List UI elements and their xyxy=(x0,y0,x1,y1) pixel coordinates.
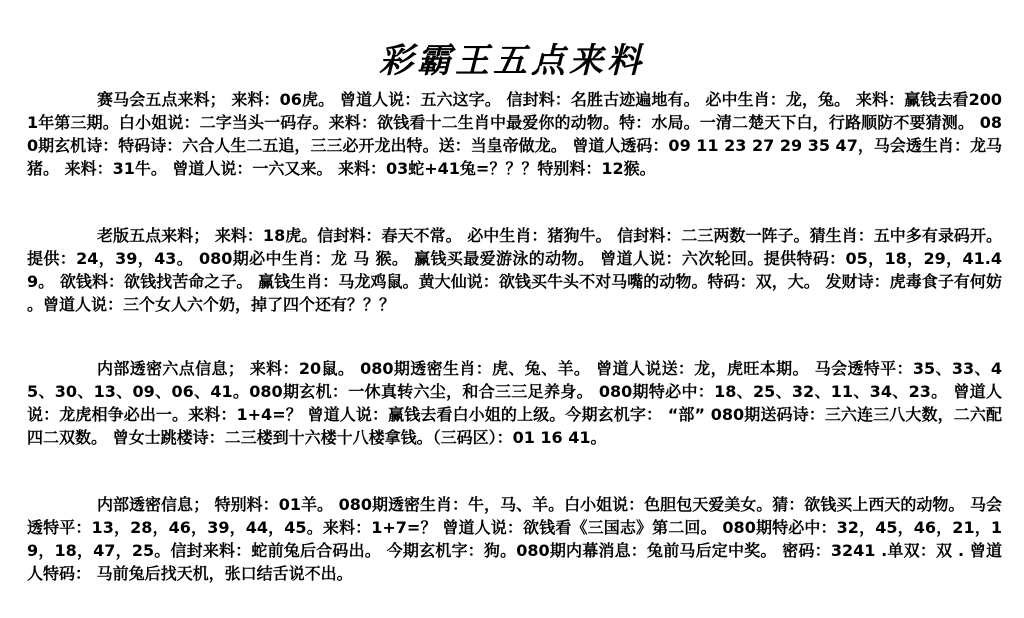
paragraph-internal-six-tips: 内部透密六点信息； 来料：20鼠。 080期透密生肖：虎、兔、羊。 曾道人说送：龙，虎旺本期。 马会透特平：35、33、45、30、13、09、06、41。080期玄机：一休真转六尘，和合三三足养身。 080期特必中：18、25、32、11、34、23。 曾道人说：龙虎相争必出一。来料：1+4=？ 曾道人说：赢钱去看白小姐的上级。今期玄机字： “部” 080期送码诗：三六连三八大数，二六配四二双数。 曾女士跳楼诗：二三楼到十六楼十八楼拿钱。（三码区）：01 16 41。 xyxy=(27,359,1002,447)
paragraph-saimahui-five-tips: 赛马会五点来料； 来料：06虎。 曾道人说：五六这字。 信封料：名胜古迹遍地有。 必中生肖：龙，兔。 来料：赢钱去看2001年第三期。白小姐说：二字当头一码存。来料：欲钱看十二生肖中最爱你的动物。特：水局。一清二楚天下白，行路顺防不要猜测。 080期玄机诗：特码诗：六合人生二五追，三三必开龙出特。送：当皇帝做龙。 曾道人透码：09 11 23 27 29 35 47，马会透生肖：龙马猪。 来料：31牛。 曾道人说：一六又来。 来料：03蛇+41兔=？？？特别料：12猴。 xyxy=(27,90,1002,178)
paragraph-internal-info: 内部透密信息； 特别料：01羊。 080期透密生肖：牛，马、羊。白小姐说：色胆包天爱美女。猜：欲钱买上西天的动物。 马会透特平：13，28，46，39，44，45。来料：1+7=？ 曾道人说：欲钱看《三国志》第二回。 080期特必中：32，45，46，21，19，18，47，25。信封来料：蛇前兔后合码出。 今期玄机字：狗。080期内幕消息：兔前马后定中奖。 密码：3241 .单双：双 . 曾道人特码： 马前兔后找天机，张口结舌说不出。 xyxy=(27,495,1002,583)
paragraph-old-edition-tips: 老版五点来料； 来料：18虎。信封料：春天不常。 必中生肖：猪狗牛。 信封料：二三两数一阵子。猜生肖：五中多有录码开。 提供：24，39，43。 080期必中生肖：龙 马 猴。 赢钱买最爱游泳的动物。 曾道人说：六次轮回。提供特码：05，18，29，41.49。 欲钱料：欲钱找苦命之子。 赢钱生肖：马龙鸡鼠。黄大仙说：欲钱买牛头不对马嘴的动物。特码：双，大。 发财诗：虎毒食子有何妨 。曾道人说：三个女人六个奶，掉了四个还有？？？ xyxy=(27,226,1002,314)
page-title: 彩霸王五点来料 xyxy=(379,40,645,81)
